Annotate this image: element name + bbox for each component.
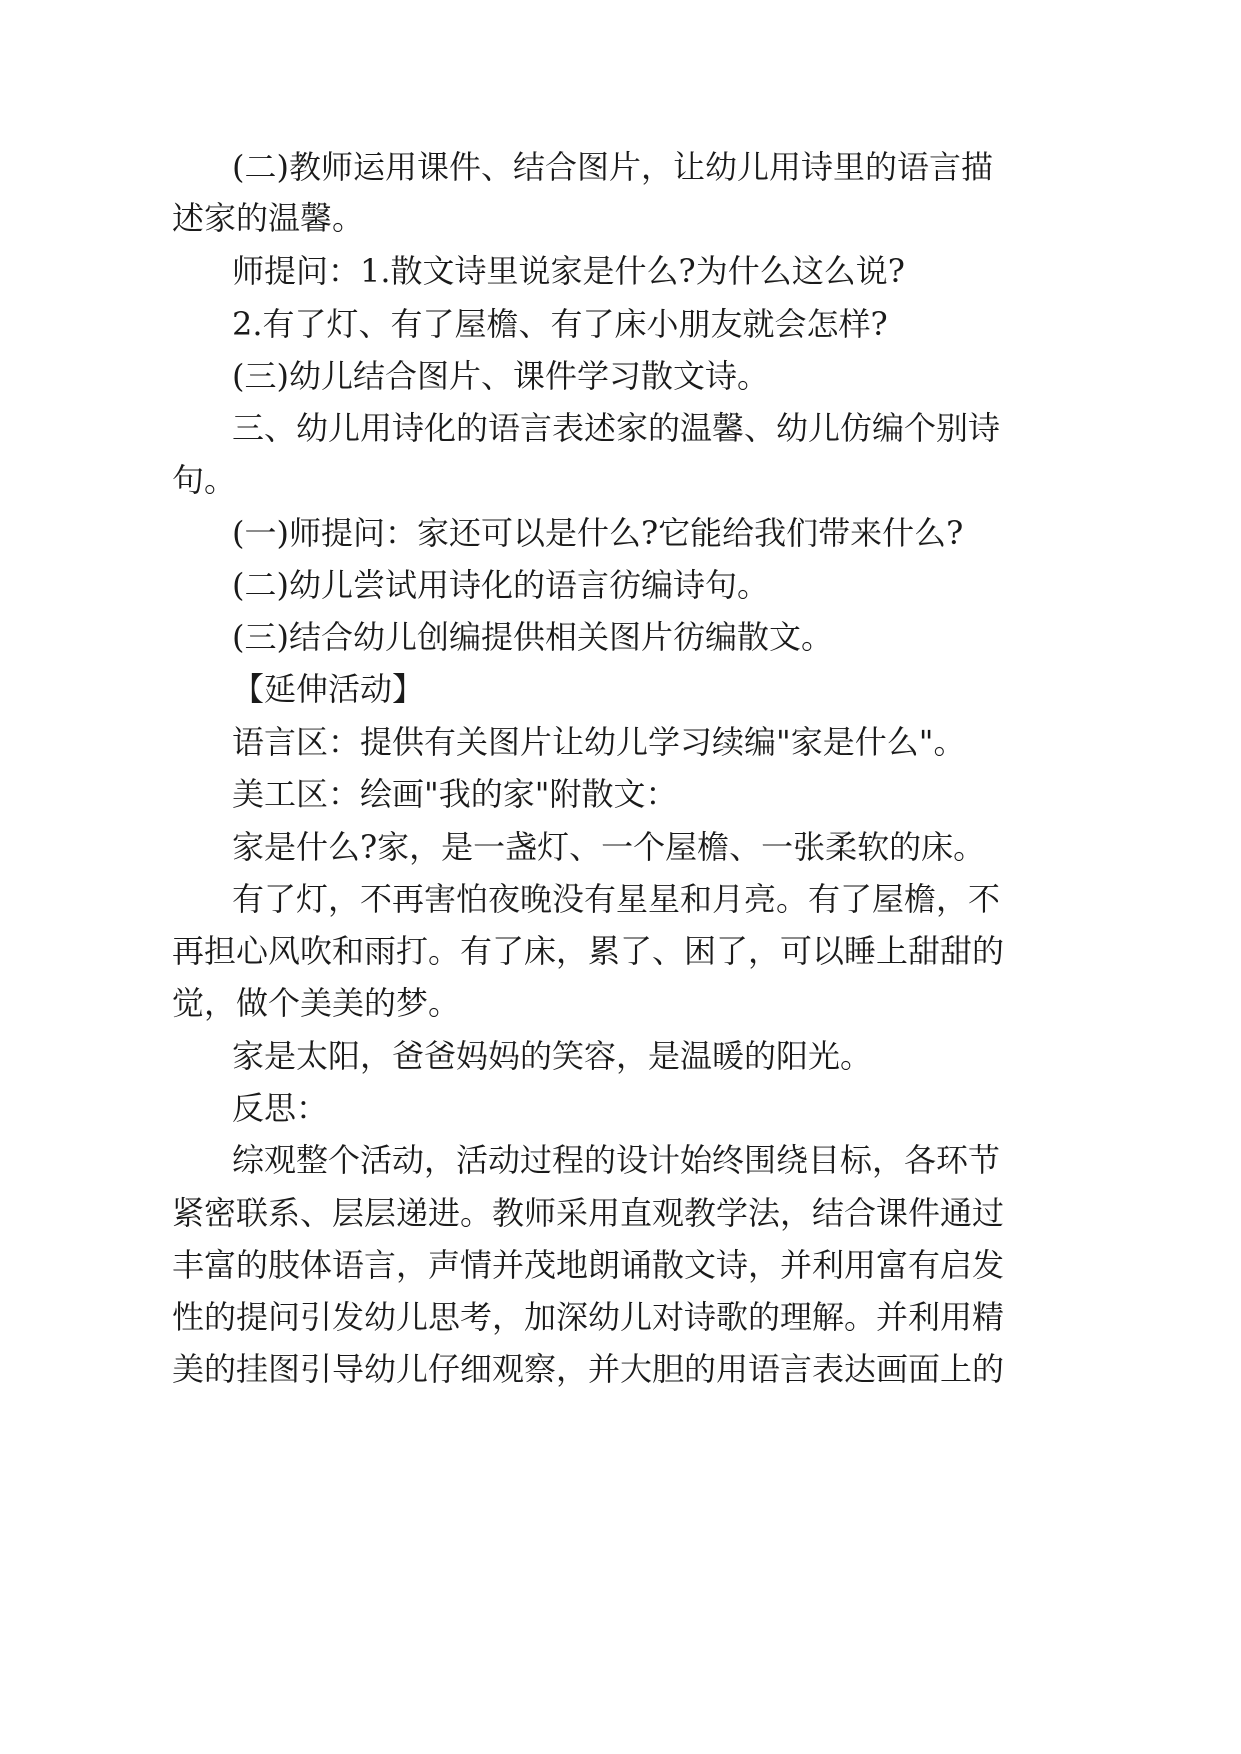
paragraph-line-18: 家是太阳，爸爸妈妈的笑容，是温暖的阳光。 [232, 1037, 873, 1075]
paragraph-line-24: 美的挂图引导幼儿仔细观察，并大胆的用语言表达画面上的 [172, 1350, 1005, 1388]
section-heading: 【延伸活动】 [232, 670, 425, 708]
paragraph-line-5: (三)幼儿结合图片、课件学习散文诗。 [232, 357, 769, 395]
paragraph-line-3: 师提问：1.散文诗里说家是什么?为什么这么说? [232, 252, 905, 290]
paragraph-line-23: 性的提问引发幼儿思考，加深幼儿对诗歌的理解。并利用精 [172, 1298, 1005, 1336]
paragraph-line-22: 丰富的肢体语言，声情并茂地朗诵散文诗，并利用富有启发 [172, 1246, 1005, 1284]
paragraph-line-12: 语言区：提供有关图片让幼儿学习续编"家是什么"。 [232, 723, 966, 761]
paragraph-line-2: 述家的温馨。 [172, 199, 365, 237]
paragraph-line-17: 觉，做个美美的梦。 [172, 984, 461, 1022]
paragraph-line-8: (一)师提问：家还可以是什么?它能给我们带来什么? [232, 514, 964, 552]
paragraph-line-7: 句。 [172, 461, 237, 499]
paragraph-line-6: 三、幼儿用诗化的语言表述家的温馨、幼儿仿编个别诗 [232, 409, 1001, 447]
paragraph-line-1: (二)教师运用课件、结合图片，让幼儿用诗里的语言描 [232, 148, 993, 186]
paragraph-line-4: 2.有了灯、有了屋檐、有了床小朋友就会怎样? [232, 305, 888, 343]
paragraph-line-10: (三)结合幼儿创编提供相关图片彷编散文。 [232, 618, 833, 656]
paragraph-line-14: 家是什么?家，是一盏灯、一个屋檐、一张柔软的床。 [232, 828, 986, 866]
paragraph-line-9: (二)幼儿尝试用诗化的语言彷编诗句。 [232, 566, 769, 604]
paragraph-line-19: 反思： [232, 1089, 329, 1127]
paragraph-line-15: 有了灯，不再害怕夜晚没有星星和月亮。有了屋檐，不 [232, 880, 1001, 918]
paragraph-line-20: 综观整个活动，活动过程的设计始终围绕目标，各环节 [232, 1141, 1001, 1179]
paragraph-line-16: 再担心风吹和雨打。有了床，累了、困了，可以睡上甜甜的 [172, 932, 1005, 970]
paragraph-line-13: 美工区：绘画"我的家"附散文： [232, 775, 678, 813]
paragraph-line-21: 紧密联系、层层递进。教师采用直观教学法，结合课件通过 [172, 1194, 1005, 1232]
